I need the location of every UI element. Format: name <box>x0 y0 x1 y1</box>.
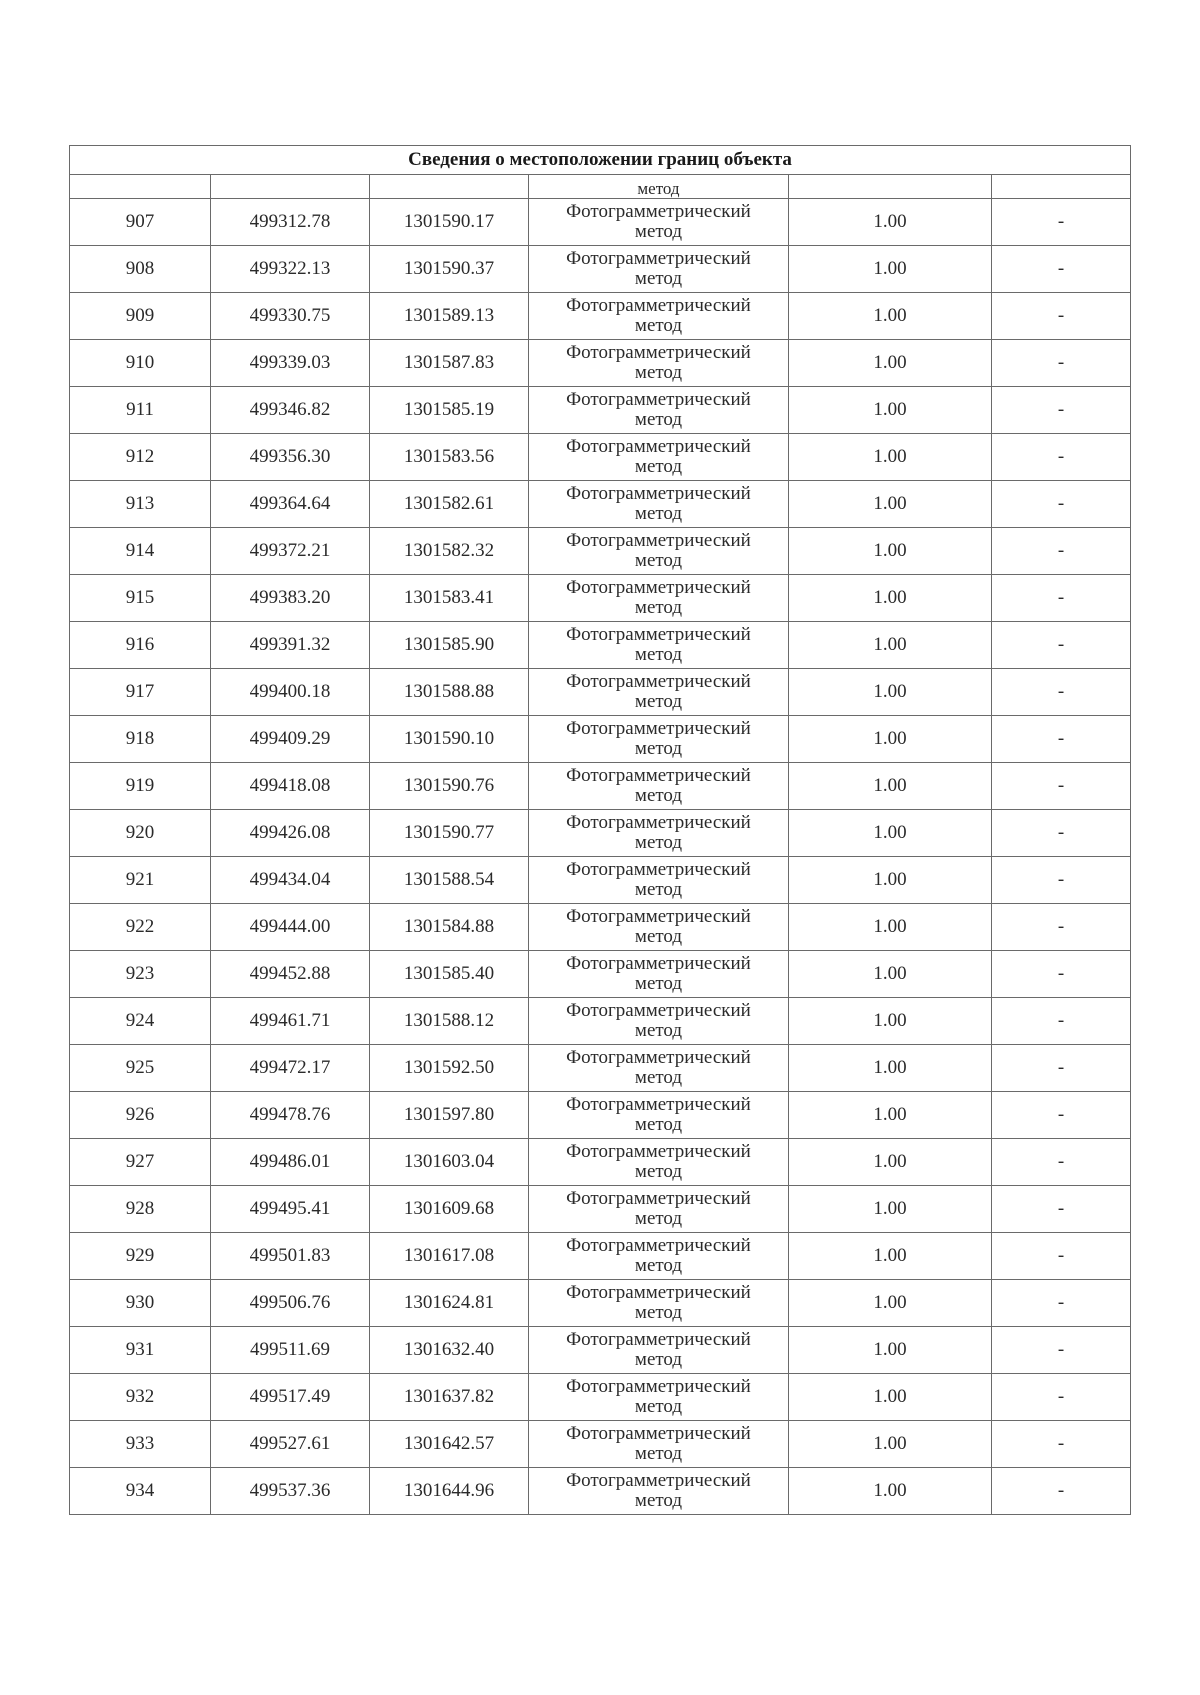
description-cell: - <box>992 669 1131 716</box>
method-line-1: Фотограмметрический <box>566 1235 751 1257</box>
method-line-2: метод <box>634 1490 683 1511</box>
description-cell: - <box>992 622 1131 669</box>
continued-cell-y <box>370 175 529 199</box>
accuracy-cell: 1.00 <box>789 1327 992 1374</box>
table-row <box>70 1092 1131 1139</box>
description-cell: - <box>992 857 1131 904</box>
method-line-1: Фотограмметрический <box>566 1094 751 1116</box>
point-number-cell: 927 <box>70 1139 211 1186</box>
point-number-cell: 913 <box>70 481 211 528</box>
y-coordinate-cell: 1301624.81 <box>370 1280 529 1327</box>
method-line-2: метод <box>634 973 683 994</box>
description-cell: - <box>992 904 1131 951</box>
boundary-coordinates-table <box>69 145 1131 1515</box>
x-coordinate-cell: 499312.78 <box>211 199 370 246</box>
accuracy-cell: 1.00 <box>789 904 992 951</box>
method-line-2: метод <box>634 1020 683 1041</box>
method-line-1: Фотограмметрический <box>566 436 751 458</box>
method-line-1: Фотограмметрический <box>566 718 751 740</box>
x-coordinate-cell: 499330.75 <box>211 293 370 340</box>
y-coordinate-cell: 1301617.08 <box>370 1233 529 1280</box>
accuracy-cell: 1.00 <box>789 1045 992 1092</box>
method-line-1: Фотограмметрический <box>566 953 751 975</box>
y-coordinate-cell: 1301590.37 <box>370 246 529 293</box>
method-cell <box>529 1045 789 1092</box>
x-coordinate-cell: 499322.13 <box>211 246 370 293</box>
y-coordinate-cell: 1301588.54 <box>370 857 529 904</box>
description-cell: - <box>992 199 1131 246</box>
method-line-1: Фотограмметрический <box>566 1141 751 1163</box>
description-cell: - <box>992 1045 1131 1092</box>
point-number-cell: 919 <box>70 763 211 810</box>
description-cell: - <box>992 1327 1131 1374</box>
accuracy-cell: 1.00 <box>789 199 992 246</box>
accuracy-cell: 1.00 <box>789 763 992 810</box>
y-coordinate-cell: 1301585.40 <box>370 951 529 998</box>
table-row <box>70 810 1131 857</box>
point-number-cell: 922 <box>70 904 211 951</box>
point-number-cell: 923 <box>70 951 211 998</box>
method-cell <box>529 951 789 998</box>
point-number-cell: 908 <box>70 246 211 293</box>
table-row <box>70 763 1131 810</box>
method-line-2: метод <box>634 1208 683 1229</box>
x-coordinate-cell: 499400.18 <box>211 669 370 716</box>
table-row <box>70 387 1131 434</box>
method-line-2: метод <box>634 1161 683 1182</box>
x-coordinate-cell: 499461.71 <box>211 998 370 1045</box>
x-coordinate-cell: 499346.82 <box>211 387 370 434</box>
table-row <box>70 622 1131 669</box>
table-row <box>70 434 1131 481</box>
method-cell <box>529 528 789 575</box>
description-cell: - <box>992 1374 1131 1421</box>
method-cell <box>529 481 789 528</box>
description-cell: - <box>992 1233 1131 1280</box>
description-cell: - <box>992 1421 1131 1468</box>
accuracy-cell: 1.00 <box>789 1092 992 1139</box>
method-line-2: метод <box>634 362 683 383</box>
x-coordinate-cell: 499391.32 <box>211 622 370 669</box>
description-cell: - <box>992 951 1131 998</box>
y-coordinate-cell: 1301637.82 <box>370 1374 529 1421</box>
method-cell <box>529 575 789 622</box>
y-coordinate-cell: 1301588.88 <box>370 669 529 716</box>
method-cell <box>529 434 789 481</box>
method-cell <box>529 1468 789 1515</box>
method-line-2: метод <box>634 268 683 289</box>
method-line-1: Фотограмметрический <box>566 1000 751 1022</box>
accuracy-cell: 1.00 <box>789 246 992 293</box>
method-line-2: метод <box>634 409 683 430</box>
continued-cell-x <box>211 175 370 199</box>
point-number-cell: 926 <box>70 1092 211 1139</box>
method-line-2: метод <box>634 456 683 477</box>
table-title: Сведения о местоположении границ объекта <box>70 146 1131 175</box>
point-number-cell: 912 <box>70 434 211 481</box>
accuracy-cell: 1.00 <box>789 340 992 387</box>
table-row <box>70 951 1131 998</box>
method-cell <box>529 1374 789 1421</box>
continued-cell-method: метод <box>529 175 789 199</box>
point-number-cell: 930 <box>70 1280 211 1327</box>
table-row <box>70 1045 1131 1092</box>
method-cell <box>529 904 789 951</box>
method-line-1: Фотограмметрический <box>566 1376 751 1398</box>
method-line-1: Фотограмметрический <box>566 295 751 317</box>
table-row <box>70 1327 1131 1374</box>
table-row <box>70 998 1131 1045</box>
description-cell: - <box>992 998 1131 1045</box>
y-coordinate-cell: 1301603.04 <box>370 1139 529 1186</box>
point-number-cell: 933 <box>70 1421 211 1468</box>
method-cell <box>529 1421 789 1468</box>
point-number-cell: 915 <box>70 575 211 622</box>
continued-row <box>70 175 1131 199</box>
table-row <box>70 857 1131 904</box>
y-coordinate-cell: 1301590.77 <box>370 810 529 857</box>
table-row <box>70 904 1131 951</box>
accuracy-cell: 1.00 <box>789 1468 992 1515</box>
method-line-1: Фотограмметрический <box>566 812 751 834</box>
method-line-2: метод <box>634 1349 683 1370</box>
method-line-1: Фотограмметрический <box>566 765 751 787</box>
point-number-cell: 921 <box>70 857 211 904</box>
method-line-2: метод <box>634 691 683 712</box>
x-coordinate-cell: 499444.00 <box>211 904 370 951</box>
table-row <box>70 716 1131 763</box>
point-number-cell: 907 <box>70 199 211 246</box>
x-coordinate-cell: 499409.29 <box>211 716 370 763</box>
table-row <box>70 1468 1131 1515</box>
accuracy-cell: 1.00 <box>789 387 992 434</box>
method-line-1: Фотограмметрический <box>566 577 751 599</box>
method-cell <box>529 199 789 246</box>
x-coordinate-cell: 499527.61 <box>211 1421 370 1468</box>
accuracy-cell: 1.00 <box>789 716 992 763</box>
table-row <box>70 481 1131 528</box>
method-cell <box>529 1092 789 1139</box>
table-row <box>70 293 1131 340</box>
description-cell: - <box>992 246 1131 293</box>
description-cell: - <box>992 1092 1131 1139</box>
description-cell: - <box>992 481 1131 528</box>
method-cell <box>529 246 789 293</box>
accuracy-cell: 1.00 <box>789 434 992 481</box>
method-cell <box>529 1233 789 1280</box>
accuracy-cell: 1.00 <box>789 857 992 904</box>
y-coordinate-cell: 1301587.83 <box>370 340 529 387</box>
point-number-cell: 910 <box>70 340 211 387</box>
method-line-2: метод <box>634 1067 683 1088</box>
method-line-2: метод <box>634 1255 683 1276</box>
x-coordinate-cell: 499537.36 <box>211 1468 370 1515</box>
x-coordinate-cell: 499472.17 <box>211 1045 370 1092</box>
table-row <box>70 1374 1131 1421</box>
y-coordinate-cell: 1301585.90 <box>370 622 529 669</box>
point-number-cell: 917 <box>70 669 211 716</box>
continued-cell-num <box>70 175 211 199</box>
table-row <box>70 1280 1131 1327</box>
accuracy-cell: 1.00 <box>789 1233 992 1280</box>
accuracy-cell: 1.00 <box>789 810 992 857</box>
point-number-cell: 924 <box>70 998 211 1045</box>
accuracy-cell: 1.00 <box>789 1421 992 1468</box>
method-cell <box>529 1139 789 1186</box>
point-number-cell: 929 <box>70 1233 211 1280</box>
y-coordinate-cell: 1301592.50 <box>370 1045 529 1092</box>
continued-cell-accuracy <box>789 175 992 199</box>
method-line-1: Фотограмметрический <box>566 1423 751 1445</box>
description-cell: - <box>992 716 1131 763</box>
point-number-cell: 920 <box>70 810 211 857</box>
x-coordinate-cell: 499339.03 <box>211 340 370 387</box>
table-row <box>70 1421 1131 1468</box>
method-line-2: метод <box>634 503 683 524</box>
accuracy-cell: 1.00 <box>789 1280 992 1327</box>
method-line-2: метод <box>634 1396 683 1417</box>
method-line-2: метод <box>634 1443 683 1464</box>
description-cell: - <box>992 340 1131 387</box>
y-coordinate-cell: 1301590.76 <box>370 763 529 810</box>
description-cell: - <box>992 1186 1131 1233</box>
table-row <box>70 1186 1131 1233</box>
description-cell: - <box>992 528 1131 575</box>
x-coordinate-cell: 499356.30 <box>211 434 370 481</box>
method-line-2: метод <box>634 738 683 759</box>
accuracy-cell: 1.00 <box>789 998 992 1045</box>
x-coordinate-cell: 499495.41 <box>211 1186 370 1233</box>
description-cell: - <box>992 763 1131 810</box>
method-line-1: Фотограмметрический <box>566 671 751 693</box>
method-line-1: Фотограмметрический <box>566 1047 751 1069</box>
x-coordinate-cell: 499426.08 <box>211 810 370 857</box>
y-coordinate-cell: 1301642.57 <box>370 1421 529 1468</box>
table-row <box>70 340 1131 387</box>
method-line-2: метод <box>634 221 683 242</box>
accuracy-cell: 1.00 <box>789 951 992 998</box>
method-line-1: Фотограмметрический <box>566 342 751 364</box>
table-row <box>70 246 1131 293</box>
y-coordinate-cell: 1301585.19 <box>370 387 529 434</box>
method-line-1: Фотограмметрический <box>566 859 751 881</box>
accuracy-cell: 1.00 <box>789 1374 992 1421</box>
method-cell <box>529 387 789 434</box>
method-line-1: Фотограмметрический <box>566 389 751 411</box>
point-number-cell: 918 <box>70 716 211 763</box>
point-number-cell: 914 <box>70 528 211 575</box>
method-line-1: Фотограмметрический <box>566 1470 751 1492</box>
method-line-2: метод <box>634 926 683 947</box>
x-coordinate-cell: 499501.83 <box>211 1233 370 1280</box>
y-coordinate-cell: 1301582.32 <box>370 528 529 575</box>
method-cell <box>529 857 789 904</box>
description-cell: - <box>992 1280 1131 1327</box>
continued-cell-desc <box>992 175 1131 199</box>
point-number-cell: 932 <box>70 1374 211 1421</box>
method-line-2: метод <box>634 832 683 853</box>
y-coordinate-cell: 1301632.40 <box>370 1327 529 1374</box>
method-cell <box>529 669 789 716</box>
accuracy-cell: 1.00 <box>789 481 992 528</box>
y-coordinate-cell: 1301590.17 <box>370 199 529 246</box>
x-coordinate-cell: 499517.49 <box>211 1374 370 1421</box>
x-coordinate-cell: 499506.76 <box>211 1280 370 1327</box>
method-line-1: Фотограмметрический <box>566 1329 751 1351</box>
y-coordinate-cell: 1301583.41 <box>370 575 529 622</box>
description-cell: - <box>992 810 1131 857</box>
description-cell: - <box>992 575 1131 622</box>
description-cell: - <box>992 434 1131 481</box>
method-line-1: Фотограмметрический <box>566 1282 751 1304</box>
y-coordinate-cell: 1301582.61 <box>370 481 529 528</box>
method-cell <box>529 716 789 763</box>
table-row <box>70 528 1131 575</box>
method-line-2: метод <box>634 1302 683 1323</box>
description-cell: - <box>992 293 1131 340</box>
table-row <box>70 1139 1131 1186</box>
method-line-2: метод <box>634 550 683 571</box>
x-coordinate-cell: 499452.88 <box>211 951 370 998</box>
method-cell <box>529 810 789 857</box>
point-number-cell: 931 <box>70 1327 211 1374</box>
point-number-cell: 909 <box>70 293 211 340</box>
accuracy-cell: 1.00 <box>789 622 992 669</box>
x-coordinate-cell: 499372.21 <box>211 528 370 575</box>
point-number-cell: 911 <box>70 387 211 434</box>
y-coordinate-cell: 1301597.80 <box>370 1092 529 1139</box>
method-line-1: Фотограмметрический <box>566 906 751 928</box>
x-coordinate-cell: 499434.04 <box>211 857 370 904</box>
x-coordinate-cell: 499511.69 <box>211 1327 370 1374</box>
method-line-1: Фотограмметрический <box>566 201 751 223</box>
description-cell: - <box>992 387 1131 434</box>
method-cell <box>529 763 789 810</box>
y-coordinate-cell: 1301644.96 <box>370 1468 529 1515</box>
point-number-cell: 925 <box>70 1045 211 1092</box>
x-coordinate-cell: 499383.20 <box>211 575 370 622</box>
y-coordinate-cell: 1301588.12 <box>370 998 529 1045</box>
point-number-cell: 934 <box>70 1468 211 1515</box>
method-line-2: метод <box>634 644 683 665</box>
method-cell <box>529 293 789 340</box>
method-cell <box>529 1186 789 1233</box>
x-coordinate-cell: 499478.76 <box>211 1092 370 1139</box>
table-row <box>70 669 1131 716</box>
method-line-1: Фотограмметрический <box>566 1188 751 1210</box>
x-coordinate-cell: 499418.08 <box>211 763 370 810</box>
accuracy-cell: 1.00 <box>789 1186 992 1233</box>
method-cell <box>529 1280 789 1327</box>
method-cell <box>529 340 789 387</box>
method-line-2: метод <box>634 597 683 618</box>
accuracy-cell: 1.00 <box>789 1139 992 1186</box>
x-coordinate-cell: 499364.64 <box>211 481 370 528</box>
table-row <box>70 575 1131 622</box>
description-cell: - <box>992 1468 1131 1515</box>
method-line-2: метод <box>634 879 683 900</box>
method-line-1: Фотограмметрический <box>566 530 751 552</box>
table-row <box>70 1233 1131 1280</box>
y-coordinate-cell: 1301590.10 <box>370 716 529 763</box>
method-line-1: Фотограмметрический <box>566 248 751 270</box>
point-number-cell: 916 <box>70 622 211 669</box>
y-coordinate-cell: 1301584.88 <box>370 904 529 951</box>
method-cell <box>529 998 789 1045</box>
x-coordinate-cell: 499486.01 <box>211 1139 370 1186</box>
y-coordinate-cell: 1301609.68 <box>370 1186 529 1233</box>
accuracy-cell: 1.00 <box>789 293 992 340</box>
y-coordinate-cell: 1301583.56 <box>370 434 529 481</box>
y-coordinate-cell: 1301589.13 <box>370 293 529 340</box>
table-body <box>70 175 1131 1515</box>
method-cell <box>529 1327 789 1374</box>
method-line-1: Фотограмметрический <box>566 483 751 505</box>
description-cell: - <box>992 1139 1131 1186</box>
point-number-cell: 928 <box>70 1186 211 1233</box>
method-line-2: метод <box>634 315 683 336</box>
method-line-1: Фотограмметрический <box>566 624 751 646</box>
table-row <box>70 199 1131 246</box>
method-line-2: метод <box>634 1114 683 1135</box>
method-line-2: метод <box>634 785 683 806</box>
accuracy-cell: 1.00 <box>789 575 992 622</box>
method-cell <box>529 622 789 669</box>
accuracy-cell: 1.00 <box>789 528 992 575</box>
accuracy-cell: 1.00 <box>789 669 992 716</box>
